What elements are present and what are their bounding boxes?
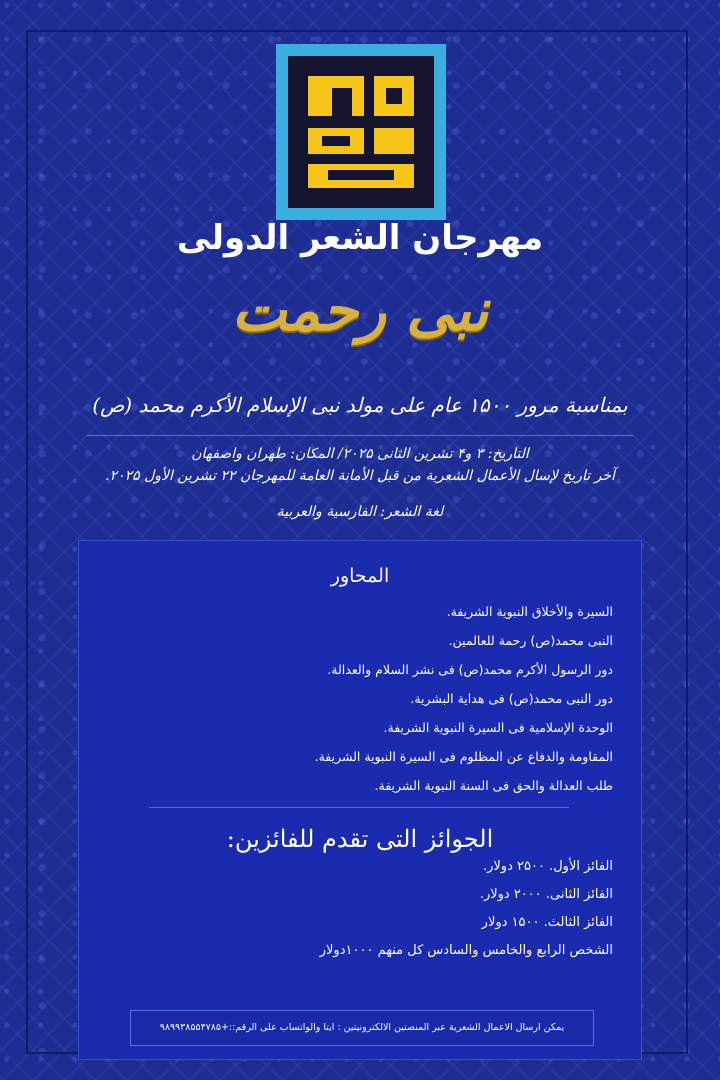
axes-heading: المحاور (330, 565, 390, 587)
list-item: الفائز الأول. ۲۵۰۰ دولار. (482, 859, 613, 874)
list-item: الفائز الثالث. ۱۵۰۰ دولار (481, 915, 613, 930)
occasion-line: بمناسبة مرور ۱۵۰۰ عام علی مولد نبی الإسلام الأکرم محمد (ص) (92, 393, 628, 417)
list-item: الوحدة الإسلامیة فی السیرة النبویة الشریفة. (383, 720, 613, 735)
section-divider (149, 807, 569, 808)
contact-box: یمکن ارسال الاعمال الشعریة عبر المنصتین الالکترونیتین : ایتا والواتساب علی الرقم::+۹۸۹۹۳۸۵۵۴۷۸۵ (130, 1010, 594, 1046)
language-line: لغة الشعر: الفارسیة والعربیة (276, 504, 444, 520)
list-item: الشخص الرابع والخامس والسادس کل منهم ۱۰۰۰دولار (319, 943, 613, 958)
list-item: السیرة والأخلاق النبویة الشریفة. (446, 604, 613, 619)
list-item: طلب العدالة والحق فی السنة النبویة الشریفة. (374, 778, 613, 793)
calligraphy-title: نبی رحمت (231, 276, 489, 344)
deadline-line: آخر تاریخ لإسال الأعمال الشعریة من قبل الأمانة العامة للمهرجان ۲۲ تشرین الأول ۲۰۲۵. (105, 468, 615, 484)
list-item: الفائز الثانی. ۲۰۰۰ دولار. (479, 887, 613, 902)
list-item: النبی محمد(ص) رحمة للعالمین. (448, 633, 613, 648)
list-item: دور النبی محمد(ص) فی هدایة البشریة. (410, 691, 613, 706)
kufic-square-logo-icon (288, 56, 434, 208)
list-item: المقاومة والدفاع عن المظلوم فی السیرة النبویة الشریفة. (314, 749, 613, 764)
festival-title: مهرجان الشعر الدولی (176, 218, 544, 258)
content-panel (78, 540, 642, 1060)
date-location-line: التاریخ: ۳ و۴ تشرین الثانی ۲۰۲۵/ المکان: طهران واصفهان (191, 446, 529, 462)
prizes-heading: الجوائز التی تقدم للفائزین: (226, 825, 494, 853)
prizes-list (113, 853, 613, 965)
festival-logo (276, 44, 446, 220)
axes-list (113, 597, 613, 800)
list-item: دور الرسول الأکرم محمد(ص) فی نشر السلام والعدالة. (327, 662, 613, 677)
header-divider (86, 435, 634, 436)
